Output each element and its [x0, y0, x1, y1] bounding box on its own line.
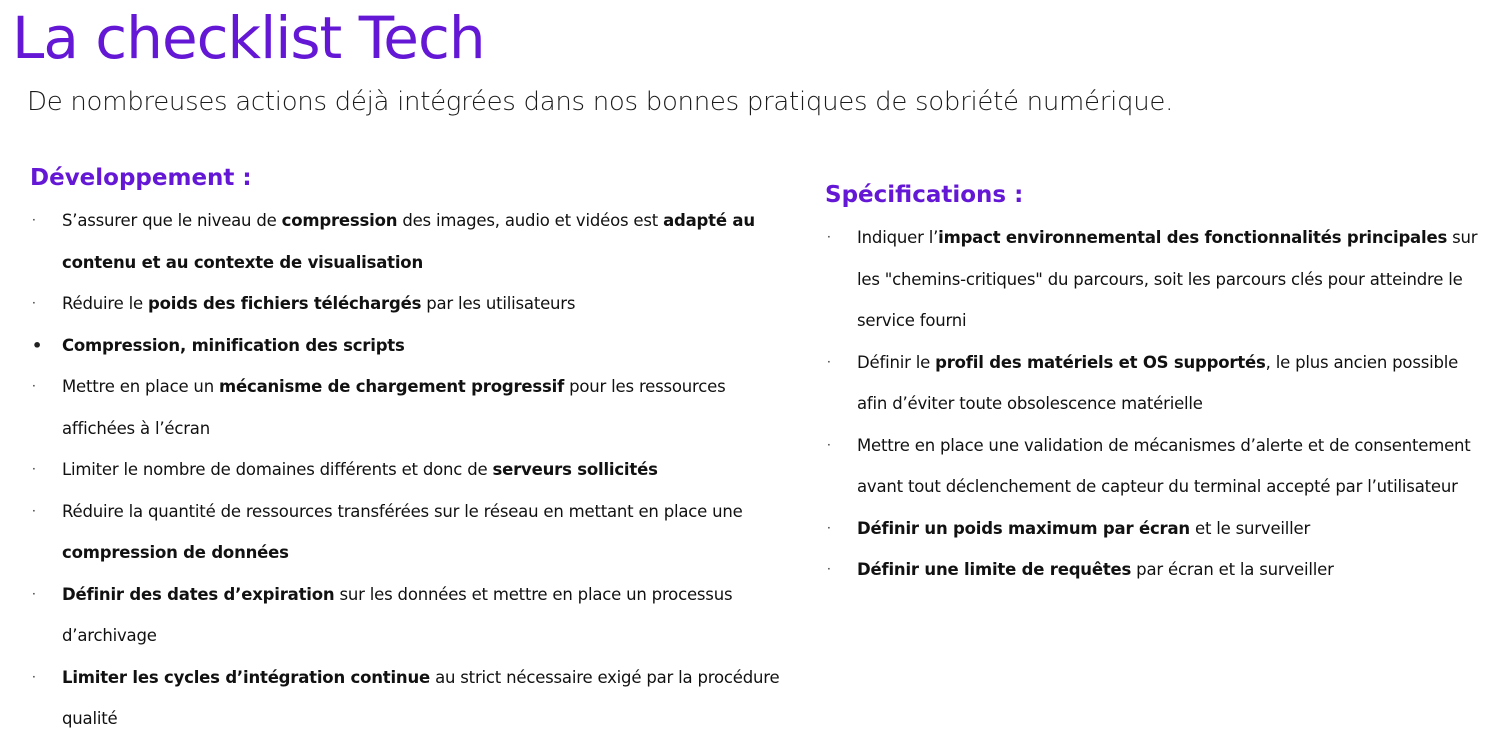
checklist-item [825, 549, 1485, 591]
item-text: par les utilisateurs [421, 294, 576, 313]
checklist-developpement [30, 200, 790, 740]
item-text: sur les données et mettre en place un processus d’archivage [62, 584, 733, 645]
bullet-icon: · [32, 379, 36, 393]
item-text: Définir le [857, 352, 936, 372]
item-text-bold: compression de données [62, 543, 289, 562]
item-text: Indiquer l’ [857, 228, 939, 247]
item-text: par écran et la surveiller [1131, 560, 1334, 579]
item-text-bold: Définir un poids maximum par écran [857, 518, 1190, 538]
item-text: Réduire le [62, 294, 148, 313]
item-text: et le surveiller [1189, 518, 1311, 538]
item-text: Limiter le nombre de domaines différents et donc de [62, 460, 493, 479]
item-text-bold: compression [281, 211, 398, 230]
item-text: des images, audio et vidéos est [397, 211, 664, 230]
bullet-icon: · [827, 354, 831, 369]
section-specifications [825, 175, 1485, 591]
item-text: Mettre en place un [62, 377, 219, 396]
page-subtitle: De nombreuses actions déjà intégrées dans nos bonnes pratiques de sobriété numérique. [27, 87, 1174, 117]
section-heading-developpement: Développement : [30, 165, 252, 191]
item-text: sur les "chemins-critiques" du parcours, soit les parcours clés pour atteindre le service fourni [857, 228, 1478, 330]
item-text-bold: poids des fichiers téléchargés [148, 294, 422, 313]
bullet-icon: • [32, 335, 43, 355]
checklist-item [30, 366, 790, 449]
bullet-icon: · [32, 213, 36, 227]
bullet-icon: · [32, 669, 36, 684]
bullet-icon: · [827, 562, 831, 576]
bullet-icon: · [32, 296, 36, 310]
checklist-item [30, 200, 790, 283]
checklist-item [30, 283, 790, 325]
bullet-icon: · [827, 230, 831, 244]
checklist-item [30, 491, 790, 574]
bullet-icon: · [32, 586, 36, 601]
item-text-bold: mécanisme de chargement progressif [219, 377, 565, 396]
checklist-item [825, 508, 1485, 550]
checklist-item [825, 217, 1485, 342]
item-text: Réduire la quantité de ressources transférées sur le réseau en mettant en place une [62, 501, 743, 521]
bullet-icon: · [827, 437, 831, 452]
item-text-bold: Compression, minification des scripts [62, 335, 405, 355]
bullet-icon: · [32, 462, 36, 476]
item-text-bold: Limiter les cycles d’intégration continue [62, 667, 431, 687]
item-text: , le plus ancien possible afin d’éviter toute obsolescence matérielle [857, 352, 1459, 413]
checklist-item [825, 425, 1485, 508]
bullet-icon: · [32, 503, 36, 518]
bullet-icon: · [827, 520, 831, 535]
checklist-item [30, 325, 790, 367]
item-text-bold: Définir une limite de requêtes [857, 560, 1132, 579]
checklist-item [30, 449, 790, 491]
checklist-item [825, 342, 1485, 425]
page-title: La checklist Tech [12, 4, 485, 72]
item-text-bold: serveurs sollicités [492, 460, 658, 479]
item-text-bold: profil des matériels et OS supportés [935, 352, 1266, 372]
item-text: Mettre en place une validation de mécanismes d’alerte et de consentement avant tout déclenchement de capteur du terminal accepté par l’utilisateur [857, 435, 1471, 496]
item-text-bold: Définir des dates d’expiration [62, 584, 335, 604]
section-developpement [30, 158, 790, 740]
item-text-bold: impact environnemental des fonctionnalités principales [938, 228, 1448, 247]
item-text-bold: adapté au contenu et au contexte de visualisation [62, 211, 755, 272]
item-text: pour les ressources affichées à l’écran [62, 377, 726, 438]
checklist-item [30, 657, 790, 740]
item-text: au strict nécessaire exigé par la procédure qualité [62, 667, 780, 728]
section-heading-specifications: Spécifications : [825, 182, 1024, 208]
checklist-item [30, 574, 790, 657]
checklist-specifications [825, 217, 1485, 591]
item-text: S’assurer que le niveau de [62, 211, 282, 230]
